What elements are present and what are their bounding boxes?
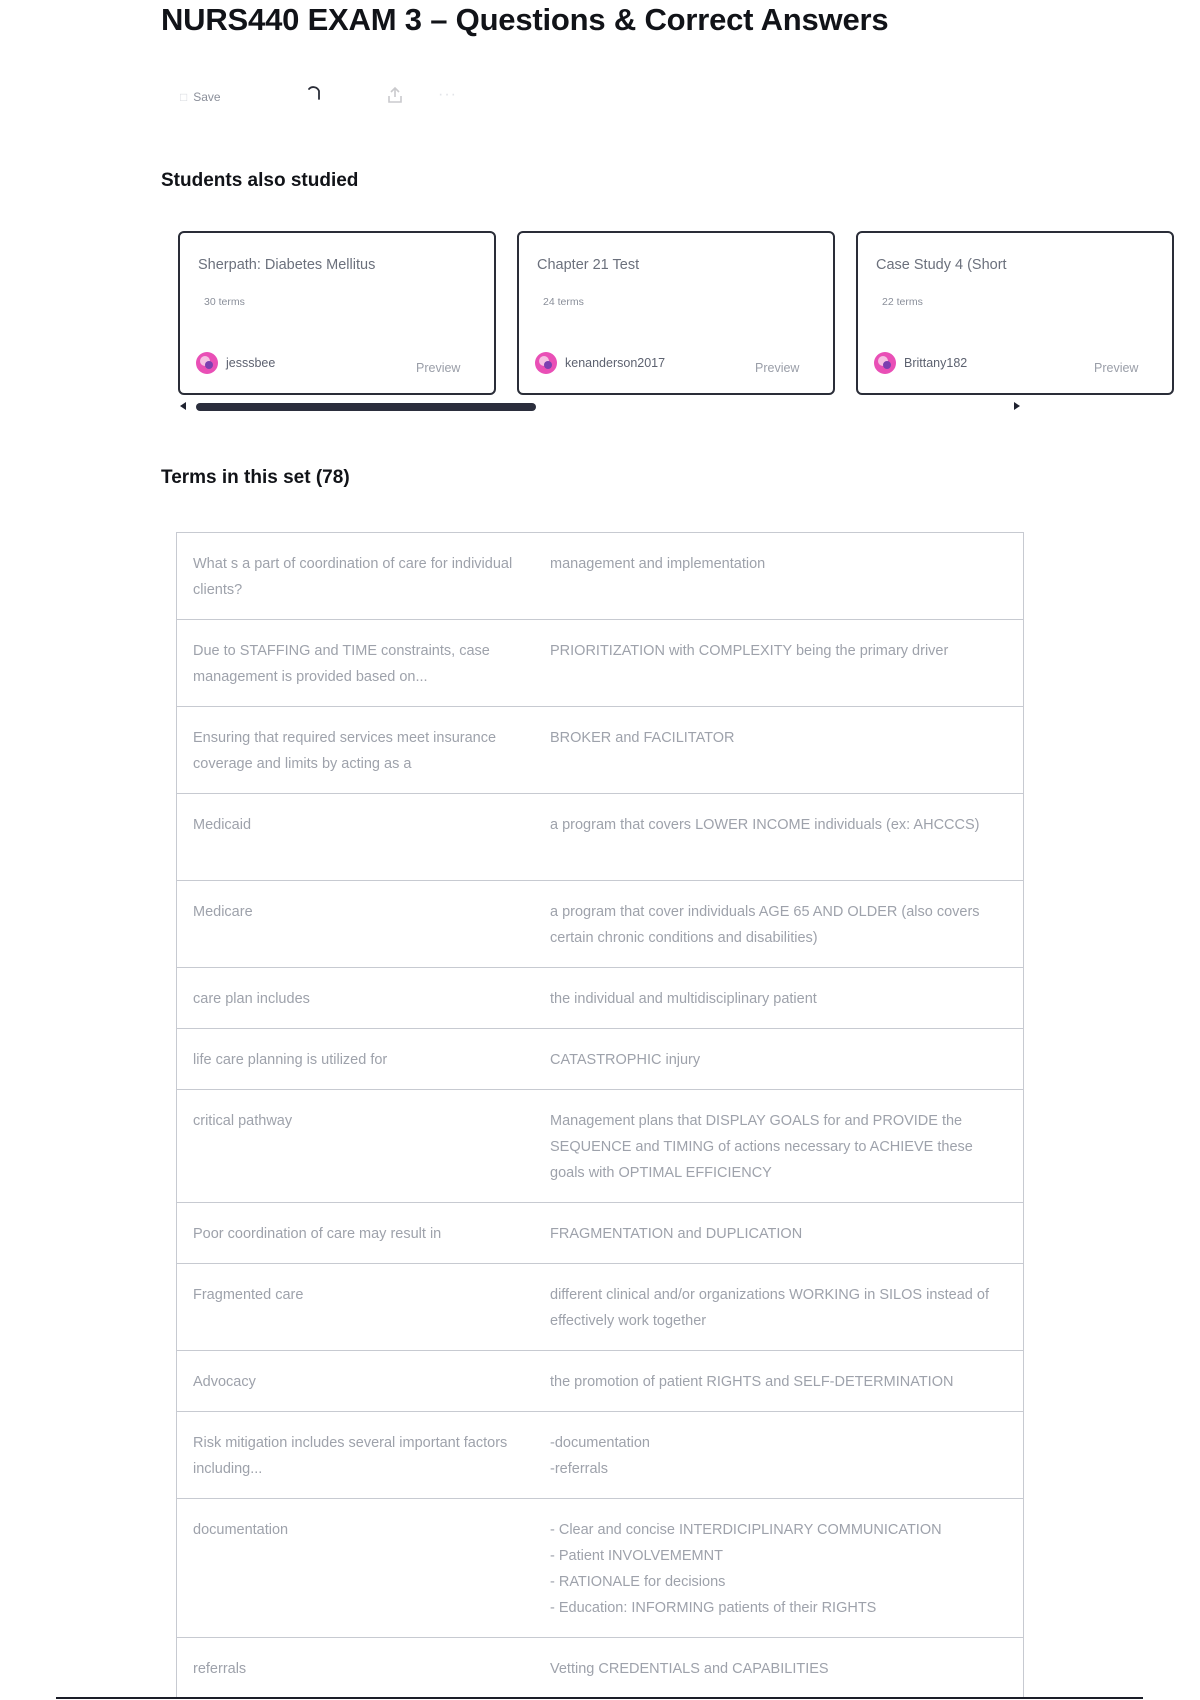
save-label: Save <box>193 90 221 104</box>
card-term-count: 24 terms <box>543 296 584 308</box>
definition-text: CATASTROPHIC injury <box>550 1052 701 1068</box>
table-row <box>176 1090 1024 1203</box>
definition-text: FRAGMENTATION and DUPLICATION <box>550 1226 803 1242</box>
scroll-thumb[interactable] <box>196 403 536 411</box>
definition-text: a program that cover individuals AGE 65 AND OLDER (also covers certain chronic conditions and disabilities) <box>550 904 980 946</box>
definition-text: management and implementation <box>550 556 766 572</box>
preview-link[interactable]: Preview <box>755 361 800 375</box>
table-row <box>176 1499 1024 1638</box>
table-row <box>176 1638 1024 1699</box>
term-text: life care planning is utilized for <box>193 1052 388 1068</box>
definition-text: - Clear and concise INTERDICIPLINARY COMMUNICATION - Patient INVOLVEMEMNT - RATIONALE for decisions - Education: INFORMING patients of their RIGHTS <box>550 1522 942 1616</box>
definition-text: Vetting CREDENTIALS and CAPABILITIES <box>550 1661 829 1677</box>
spinner-icon <box>306 85 322 101</box>
author-username: Brittany182 <box>904 356 968 370</box>
author-username: kenanderson2017 <box>565 356 666 370</box>
study-set-card[interactable] <box>517 231 835 395</box>
card-author[interactable] <box>196 352 275 374</box>
term-text: care plan includes <box>193 991 310 1007</box>
card-author[interactable] <box>535 352 665 374</box>
avatar <box>874 352 896 374</box>
definition-text: the promotion of patient RIGHTS and SELF-DETERMINATION <box>550 1374 954 1390</box>
term-text: Medicaid <box>193 817 252 833</box>
definition-text: -documentation -referrals <box>550 1435 650 1477</box>
definition-text: the individual and multidisciplinary patient <box>550 991 817 1007</box>
definition-text: Management plans that DISPLAY GOALS for and PROVIDE the SEQUENCE and TIMING of actions necessary to ACHIEVE these goals with OPTIMAL EFFICIENCY <box>550 1113 973 1181</box>
avatar <box>196 352 218 374</box>
terms-heading: Terms in this set (78) <box>161 467 350 488</box>
term-text: Poor coordination of care may result in <box>193 1226 442 1242</box>
terms-table <box>176 532 1024 1699</box>
definition-text: BROKER and FACILITATOR <box>550 730 735 746</box>
definition-text: a program that covers LOWER INCOME individuals (ex: AHCCCS) <box>550 817 980 833</box>
avatar <box>535 352 557 374</box>
definition-text: PRIORITIZATION with COMPLEXITY being the primary driver <box>550 643 949 659</box>
table-row <box>176 881 1024 968</box>
table-row <box>176 533 1024 620</box>
term-text: Medicare <box>193 904 253 920</box>
loading-indicator <box>306 85 322 101</box>
term-text: Advocacy <box>193 1374 256 1390</box>
card-title: Sherpath: Diabetes Mellitus <box>198 257 376 273</box>
carousel-scrollbar[interactable] <box>176 398 1024 414</box>
save-button[interactable] <box>180 90 221 104</box>
table-row <box>176 1029 1024 1090</box>
term-text: Fragmented care <box>193 1287 304 1303</box>
table-row <box>176 620 1024 707</box>
term-text: documentation <box>193 1522 289 1538</box>
more-options-button[interactable] <box>438 86 457 104</box>
page-title: NURS440 EXAM 3 – Questions & Correct Answers <box>161 2 889 37</box>
study-set-card[interactable] <box>178 231 496 395</box>
preview-link[interactable]: Preview <box>1094 361 1139 375</box>
card-author[interactable] <box>874 352 967 374</box>
term-text: Risk mitigation includes several important factors including... <box>193 1435 508 1477</box>
term-text: referrals <box>193 1661 247 1677</box>
page-bottom-divider <box>56 1697 1143 1699</box>
definition-text: different clinical and/or organizations WORKING in SILOS instead of effectively work together <box>550 1287 989 1329</box>
table-row <box>176 1351 1024 1412</box>
term-text: What s a part of coordination of care for individual clients? <box>193 556 513 598</box>
table-row <box>176 1412 1024 1499</box>
table-row <box>176 1264 1024 1351</box>
table-row <box>176 1203 1024 1264</box>
table-row <box>176 707 1024 794</box>
students-also-studied-heading: Students also studied <box>161 170 359 191</box>
card-term-count: 22 terms <box>882 296 923 308</box>
term-text: Due to STAFFING and TIME constraints, case management is provided based on... <box>193 643 490 685</box>
bookmark-icon: □ <box>180 90 188 104</box>
scroll-right-icon[interactable] <box>1014 402 1020 410</box>
share-button[interactable] <box>386 86 404 104</box>
term-text: Ensuring that required services meet insurance coverage and limits by acting as a <box>193 730 497 772</box>
table-row <box>176 968 1024 1029</box>
card-title: Chapter 21 Test <box>537 257 640 273</box>
preview-link[interactable]: Preview <box>416 361 461 375</box>
author-username: jesssbee <box>226 356 276 370</box>
table-row <box>176 794 1024 881</box>
term-text: critical pathway <box>193 1113 293 1129</box>
study-set-card[interactable] <box>856 231 1174 395</box>
scroll-left-icon[interactable] <box>180 402 186 410</box>
share-icon <box>386 86 404 104</box>
card-title: Case Study 4 (Short <box>876 257 1007 273</box>
more-icon: ··· <box>438 86 457 103</box>
card-term-count: 30 terms <box>204 296 245 308</box>
toolbar <box>180 84 580 114</box>
study-set-carousel <box>176 229 1139 405</box>
